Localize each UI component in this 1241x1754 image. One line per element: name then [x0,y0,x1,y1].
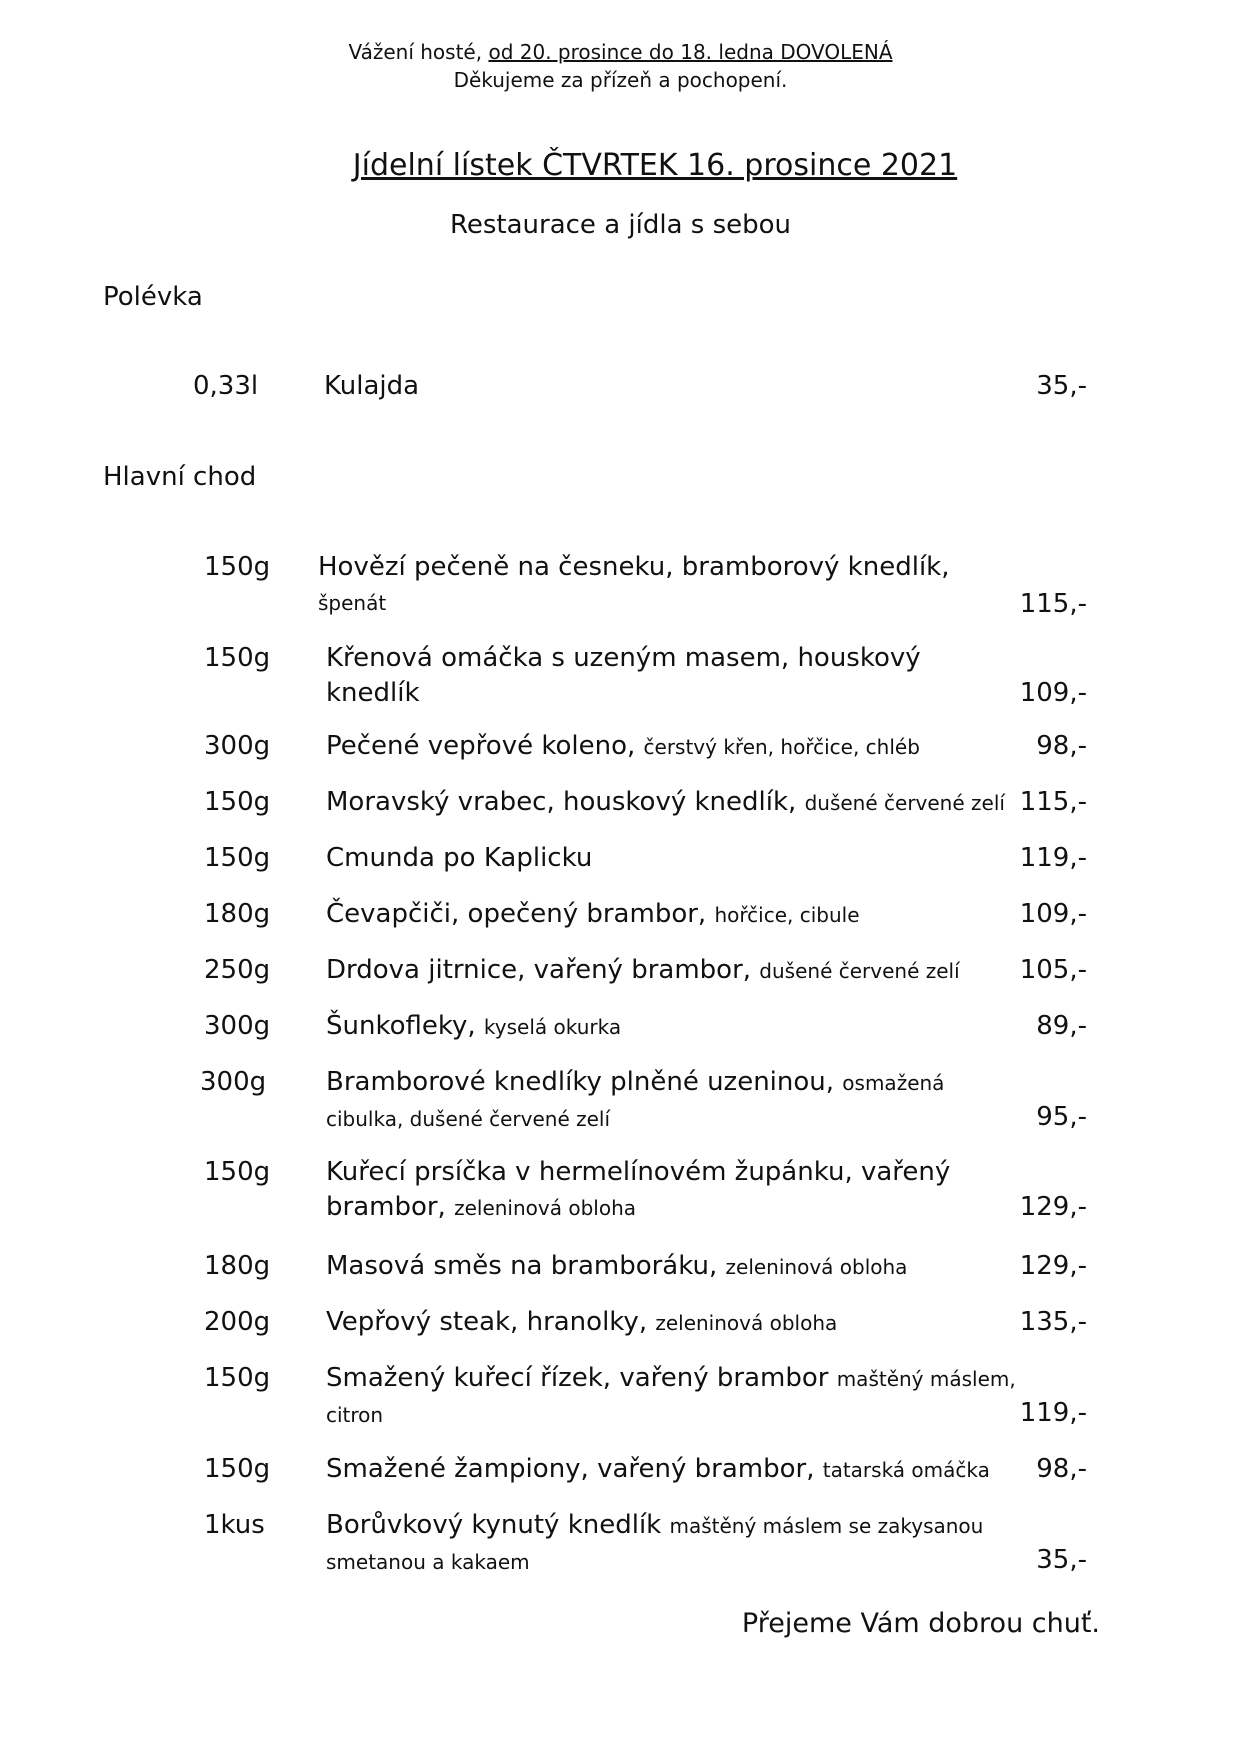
item-name [326,1009,1026,1045]
item-dish: Smažené žampiony, vařený brambor, [326,1454,815,1484]
item-dish: Kulajda [324,371,420,401]
item-dish: Cmunda po Kaplicku [326,843,593,873]
item-weight: 150g [204,787,271,817]
item-weight: 250g [204,955,271,985]
item-price: 95,- [1036,1102,1087,1132]
item-name [326,641,946,711]
item-weight: 150g [204,1454,271,1484]
item-name [318,550,1018,621]
item-name [326,1305,1026,1341]
item-side: osmažená cibulka, dušené červené zelí [326,1071,945,1131]
page-title: Jídelní lístek ČTVRTEK 16. prosince 2021 [352,148,958,183]
item-name [326,897,1026,933]
menu-item-soup-1 [0,369,1241,429]
item-side: dušené červené zelí [804,791,1005,815]
section-heading-soup: Polévka [103,282,203,312]
item-price: 98,- [1036,1454,1087,1484]
item-weight: 300g [204,1011,271,1041]
item-dish: Bramborové knedlíky plněné uzeninou, [326,1067,835,1097]
item-side: maštěný máslem se zakysanou smetanou a kakaem [326,1514,984,1574]
menu-item-main-6 [0,897,1241,957]
item-weight: 150g [204,552,271,582]
notice-greeting: Vážení hosté, [348,40,489,64]
item-side: dušené červené zelí [759,959,960,983]
item-dish: Kuřecí prsíčka v hermelínovém župánku, vařený brambor, [326,1157,951,1222]
notice-line-2: Děkujeme za přízeň a pochopení. [453,68,788,92]
item-weight: 200g [204,1307,271,1337]
menu-item-main-7 [0,953,1241,1013]
closing-wish: Přejeme Vám dobrou chuť. [741,1608,1100,1639]
menu-item-main-14 [0,1452,1241,1512]
item-weight: 300g [200,1067,267,1097]
item-name [326,1452,1026,1488]
menu-item-main-8 [0,1009,1241,1069]
item-weight: 150g [204,1363,271,1393]
item-dish: Masová směs na bramboráku, [326,1251,718,1281]
item-price: 119,- [1019,1398,1087,1428]
item-dish: Smažený kuřecí řízek, vařený brambor [326,1363,829,1393]
item-dish: Čevapčiči, opečený brambor, [326,899,707,929]
item-side: tatarská omáčka [822,1458,990,1482]
item-weight: 300g [204,731,271,761]
item-dish: Hovězí pečeně na česneku, bramborový knedlík, [318,552,950,582]
item-price: 119,- [1019,843,1087,873]
item-price: 115,- [1019,787,1087,817]
item-price: 129,- [1019,1251,1087,1281]
item-weight: 180g [204,899,271,929]
item-weight: 150g [204,643,271,673]
item-weight: 180g [204,1251,271,1281]
item-price: 98,- [1036,731,1087,761]
menu-item-main-12 [0,1305,1241,1365]
item-side: zeleninová obloha [725,1255,908,1279]
item-name [324,369,1024,404]
item-dish: Drdova jitrnice, vařený brambor, [326,955,752,985]
item-side: špenát [318,591,387,615]
item-name [326,1065,966,1137]
item-name [326,1508,1006,1580]
item-price: 35,- [1036,1545,1087,1575]
item-weight: 1kus [204,1510,265,1540]
item-name [326,1249,1026,1285]
item-price: 129,- [1019,1192,1087,1222]
item-name [326,1155,966,1226]
item-price: 115,- [1019,589,1087,619]
item-name [326,841,1026,876]
item-side: maštěný máslem, citron [326,1367,1016,1427]
section-heading-main: Hlavní chod [103,462,257,492]
item-name [326,953,1026,989]
item-dish: Pečené vepřové koleno, [326,731,636,761]
menu-item-main-4 [0,785,1241,845]
item-price: 109,- [1019,678,1087,708]
item-name [326,1361,1026,1433]
menu-item-main-5 [0,841,1241,901]
item-side: kyselá okurka [483,1015,622,1039]
item-dish: Moravský vrabec, houskový knedlík, [326,787,797,817]
menu-item-main-15 [0,1508,1241,1575]
item-price: 35,- [1036,371,1087,401]
item-name [326,729,1026,765]
item-side: čerstvý křen, hořčice, chléb [643,735,920,759]
menu-item-main-11 [0,1249,1241,1309]
item-price: 89,- [1036,1011,1087,1041]
item-dish: Křenová omáčka s uzeným masem, houskový knedlík [326,643,921,708]
menu-item-main-9 [0,1065,1241,1132]
item-weight: 150g [204,1157,271,1187]
item-dish: Borůvkový kynutý knedlík [326,1510,662,1540]
item-weight: 150g [204,843,271,873]
item-name [326,785,1026,821]
item-weight: 0,33l [193,371,259,401]
item-dish: Vepřový steak, hranolky, [326,1307,648,1337]
menu-item-main-3 [0,729,1241,789]
menu-item-main-10 [0,1155,1241,1222]
item-dish: Šunkofleky, [326,1011,476,1041]
notice-vacation-dates: od 20. prosince do 18. ledna DOVOLENÁ [488,40,893,64]
item-price: 109,- [1019,899,1087,929]
notice-line-1 [0,38,1241,66]
page-subtitle: Restaurace a jídla s sebou [449,210,792,240]
item-side: hořčice, cibule [714,903,860,927]
item-side: zeleninová obloha [655,1311,838,1335]
menu-item-main-13 [0,1361,1241,1428]
item-price: 135,- [1019,1307,1087,1337]
menu-item-main-2 [0,641,1241,708]
item-price: 105,- [1019,955,1087,985]
menu-item-main-1 [0,550,1241,619]
item-side: zeleninová obloha [454,1196,637,1220]
